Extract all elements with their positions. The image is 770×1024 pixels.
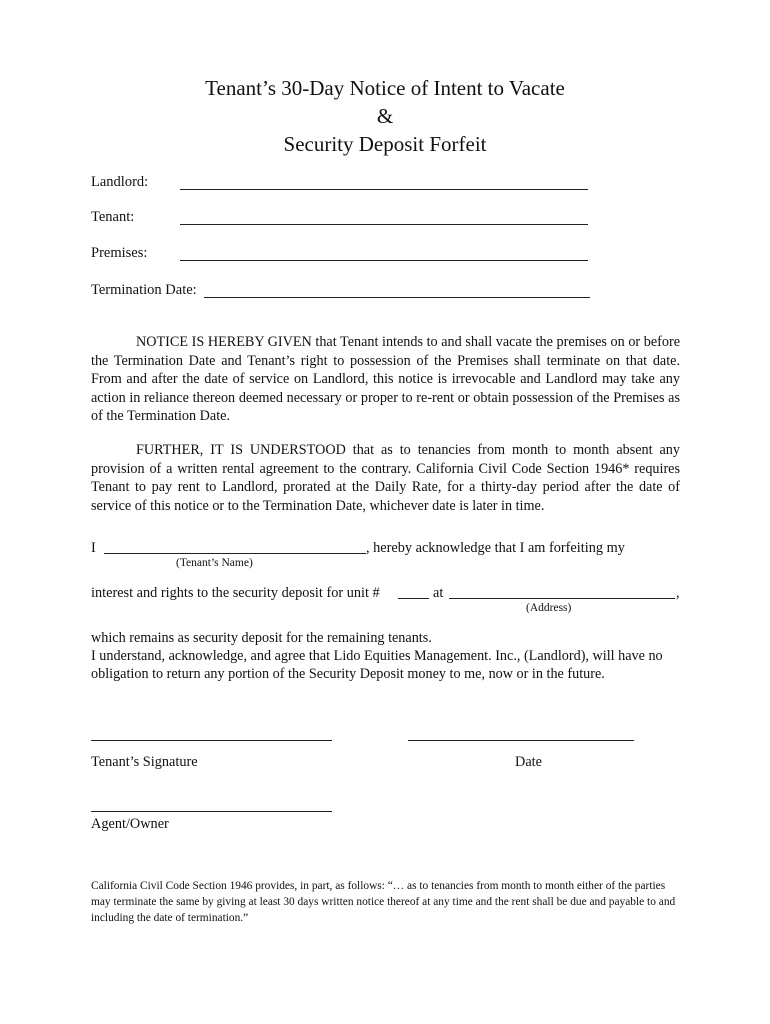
understand-text: I understand, acknowledge, and agree that Lido Equities Management. Inc., (Landlord), will have no obligation to return any portion of the Security Deposit money to me, now or in the future. [91, 648, 663, 683]
landlord-label: Landlord: [91, 174, 149, 190]
document-title-line1: Tenant’s 30-Day Notice of Intent to Vacate [205, 76, 565, 100]
agent-owner-label: Agent/Owner [91, 816, 169, 832]
termination-date-label: Termination Date: [91, 282, 197, 298]
unit-number-field-line[interactable] [398, 598, 429, 599]
date-label: Date [515, 754, 542, 770]
tenant-name-caption: (Tenant’s Name) [176, 557, 253, 569]
date-line[interactable] [408, 740, 634, 741]
tenant-name-field-line[interactable] [104, 553, 366, 554]
termination-date-field-line[interactable] [204, 297, 590, 298]
civil-code-footnote: California Civil Code Section 1946 provides, in part, as follows: “… as to tenancies from month to month either of the parties may terminate the same by giving at least 30 days written notice thereof at any time and the rent shall be due and payable to and including the date of termination.” [91, 880, 676, 924]
interest-text: interest and rights to the security deposit for unit # [91, 585, 380, 601]
tenant-field-line[interactable] [180, 224, 588, 225]
further-paragraph: FURTHER, IT IS UNDERSTOOD that as to tenancies from month to month absent any provision of a written rental agreement to the contrary. California Civil Code Section 1946* requires Tenant to pay rent to Landlord, prorated at the Daily Rate, for a thirty-day period after the date of service of this notice or to the Termination Date, whichever date is later in time. [91, 442, 680, 514]
address-field-line[interactable] [449, 598, 675, 599]
document-title-line3: Security Deposit Forfeit [283, 132, 487, 156]
document-title-ampersand: & [376, 104, 394, 128]
remaining-tenants-text: which remains as security deposit for the remaining tenants. [91, 630, 432, 646]
acknowledge-text: , hereby acknowledge that I am forfeiting my [366, 540, 625, 556]
at-text: at [433, 585, 444, 601]
address-comma: , [676, 585, 680, 601]
i-prefix: I [91, 540, 96, 556]
tenant-signature-line[interactable] [91, 740, 332, 741]
tenant-label: Tenant: [91, 209, 135, 225]
notice-paragraph: NOTICE IS HEREBY GIVEN that Tenant intends to and shall vacate the premises on or before the Termination Date and Tenant’s right to possession of the Premises shall terminate on that date. From and after the date of service on Landlord, this notice is irrevocable and Landlord may take any action in reliance thereon deemed necessary or proper to re-rent or obtain possession of the Premises as of the Termination Date. [91, 334, 680, 425]
address-caption: (Address) [526, 602, 572, 614]
premises-label: Premises: [91, 245, 148, 261]
premises-field-line[interactable] [180, 260, 588, 261]
landlord-field-line[interactable] [180, 189, 588, 190]
tenant-signature-label: Tenant’s Signature [91, 754, 198, 770]
agent-owner-signature-line[interactable] [91, 811, 332, 812]
